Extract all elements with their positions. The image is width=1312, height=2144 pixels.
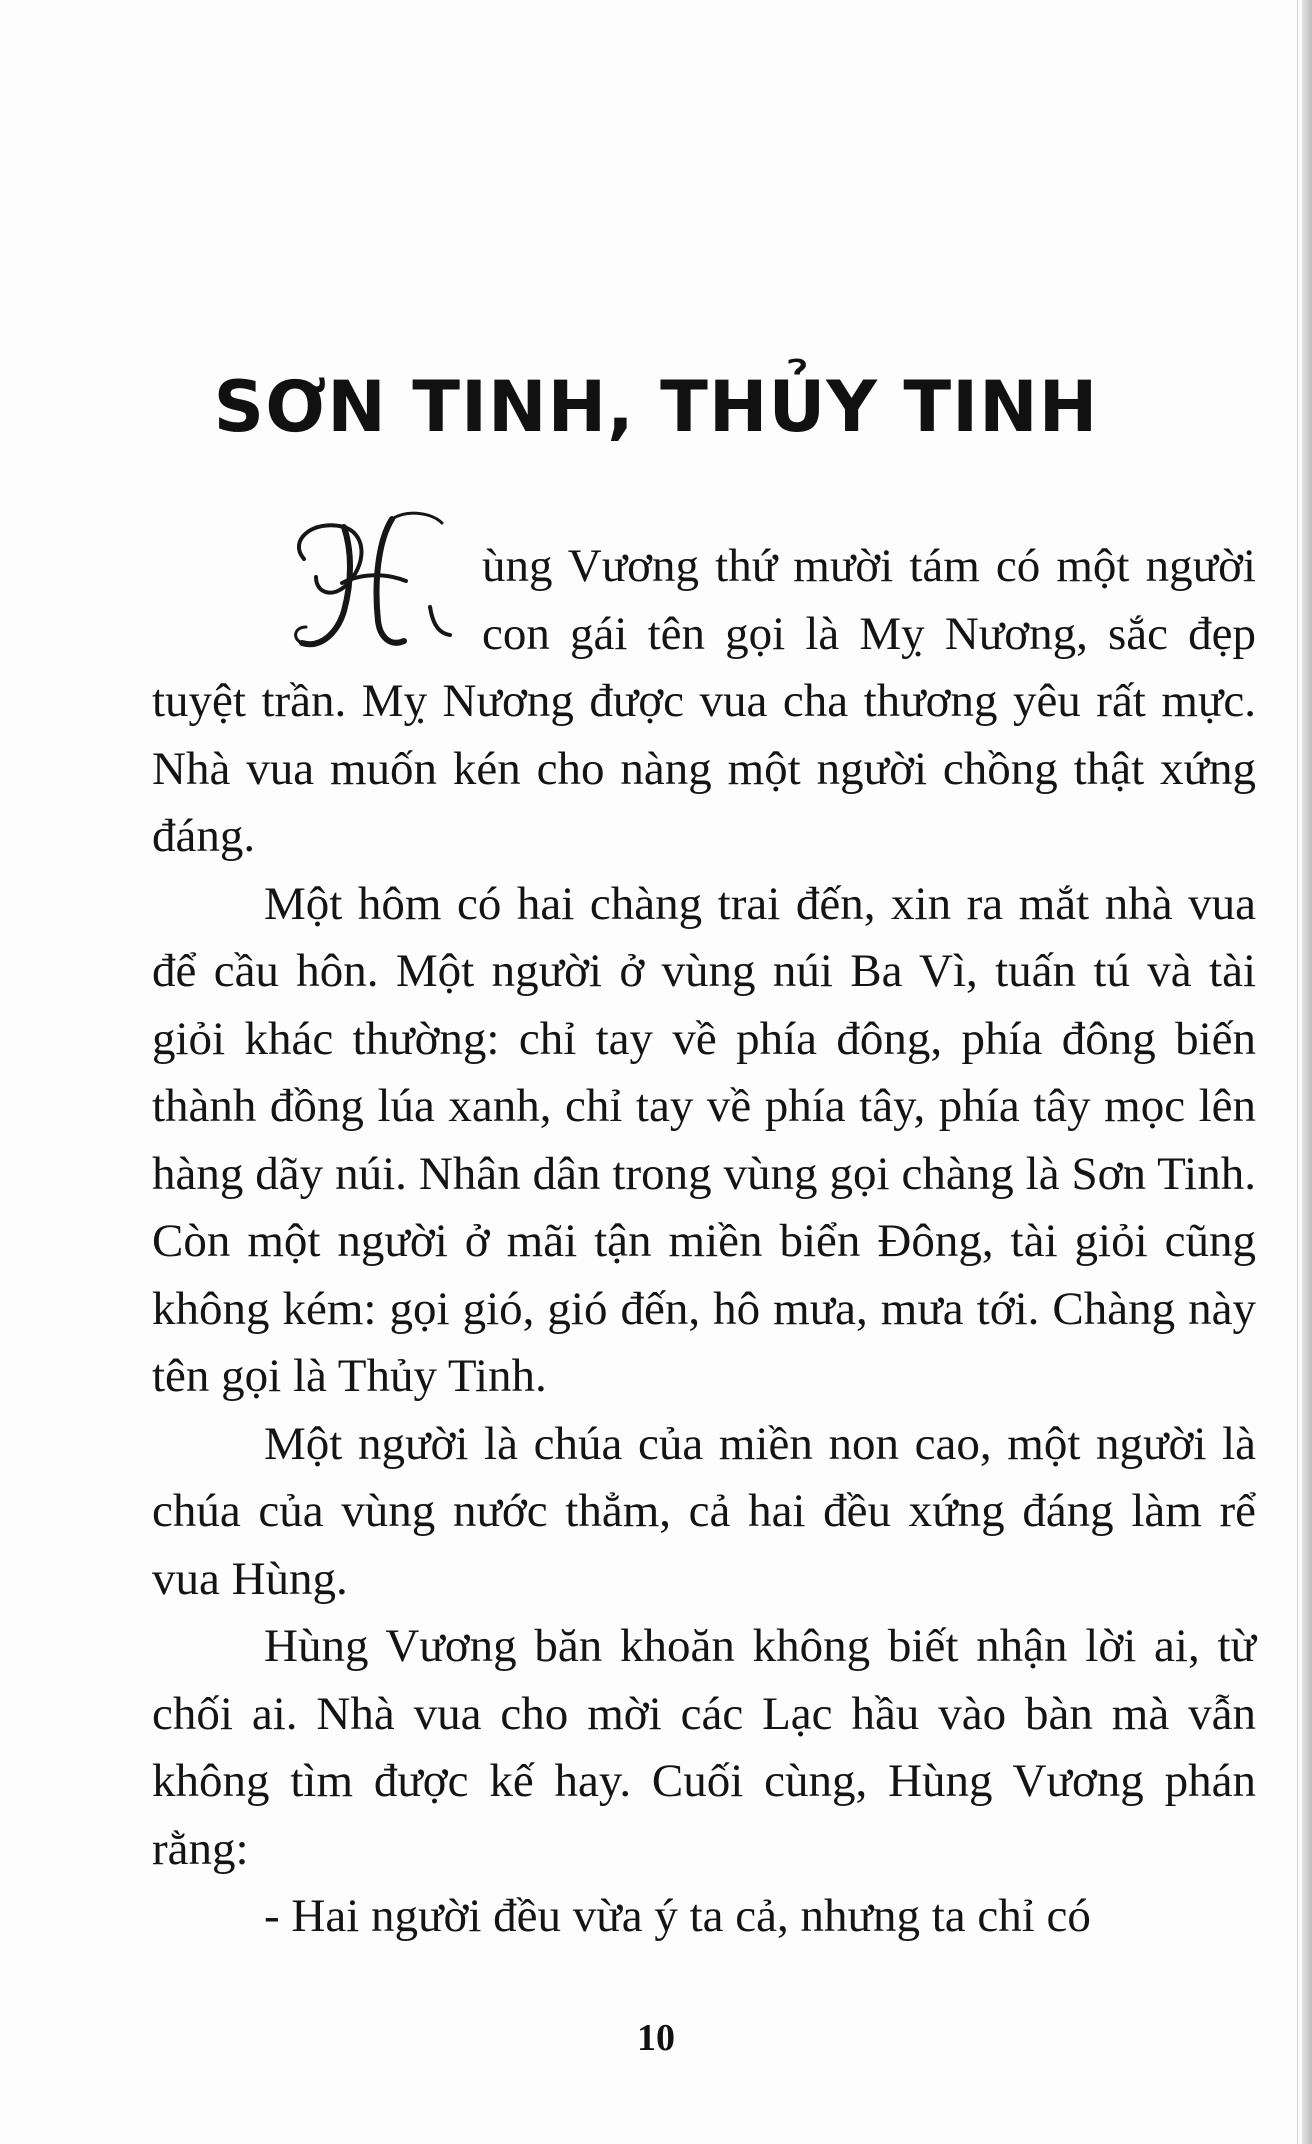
story-body [152, 533, 1256, 1951]
page-edge-shadow [1302, 0, 1312, 2144]
story-paragraph-3: Một người là chúa của miền non cao, một người là chúa của vùng nước thẳm, cả hai đều xứng đáng làm rể vua Hùng. [152, 1417, 1256, 1605]
page-number: 10 [637, 2017, 675, 2059]
story-paragraph-1 [152, 533, 1256, 871]
story-paragraph-5: - Hai người đều vừa ý ta cả, nhưng ta chỉ có [264, 1890, 1091, 1942]
paragraph-1-text: ùng Vương thứ mười tám có một người con gái tên gọi là Mỵ Nương, sắc đẹp tuyệt trần. Mỵ Nương được vua cha thương yêu rất mực. Nhà vua muốn kén cho nàng một người chồng thật xứng đáng. [152, 540, 1256, 862]
story-paragraph-4: Hùng Vương băn khoăn không biết nhận lời ai, từ chối ai. Nhà vua cho mời các Lạc hầu vào bàn mà vẫn không tìm được kế hay. Cuối cùng, Hùng Vương phán rằng: [152, 1620, 1256, 1875]
story-paragraph-2: Một hôm có hai chàng trai đến, xin ra mắt nhà vua để cầu hôn. Một người ở vùng núi Ba Vì, tuấn tú và tài giỏi khác thường: chỉ tay về phía đông, phía đông biến thành đồng lúa xanh, chỉ tay về phía tây, phía tây mọc lên hàng dãy núi. Nhân dân trong vùng gọi chàng là Sơn Tinh. Còn một người ở mãi tận miền biển Đông, tài giỏi cũng không kém: gọi gió, gió đến, hô mưa, mưa tới. Chàng này tên gọi là Thủy Tinh. [152, 877, 1256, 1402]
story-title: SƠN TINH, THỦY TINH [213, 366, 1099, 448]
drop-cap-h-ornament [286, 533, 482, 661]
page-edge-line [1297, 0, 1298, 2144]
